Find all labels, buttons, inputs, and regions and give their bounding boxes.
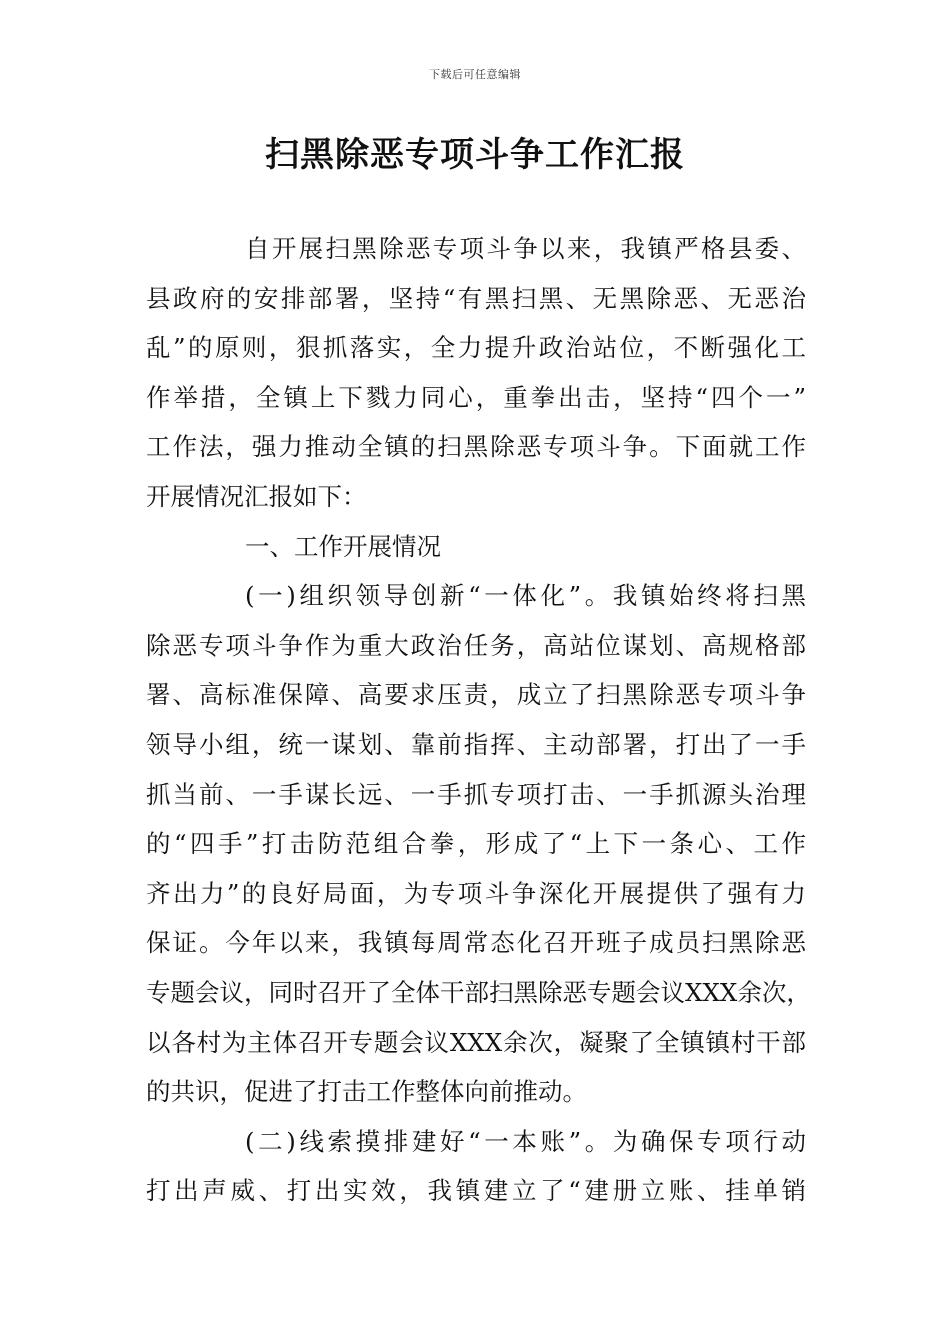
- text-line: 专题会议，同时召开了全体干部扫黑除恶专题会议XXX余次，: [146, 977, 811, 1007]
- text-line: 工作法，强力推动全镇的扫黑除恶专项斗争。下面就工作: [146, 432, 806, 462]
- text-line: 县政府的安排部署，坚持“有黑扫黑、无黑除恶、无恶治: [146, 283, 806, 313]
- text-line: (二)线索摸排建好“一本账”。为确保专项行动: [245, 1126, 806, 1156]
- text-line: 作举措，全镇上下戮力同心，重拳出击，坚持“四个一”: [146, 382, 806, 412]
- text-line: 抓当前、一手谋长远、一手抓专项打击、一手抓源头治理: [146, 779, 806, 809]
- text-line: 的“四手”打击防范组合拳，形成了“上下一条心、工作: [146, 829, 806, 859]
- document-body: [146, 224, 811, 1216]
- text-line: 自开展扫黑除恶专项斗争以来，我镇严格县委、: [245, 234, 806, 263]
- text-line: 署、高标准保障、高要求压责，成立了扫黑除恶专项斗争: [146, 680, 806, 710]
- header-note: 下载后可任意编辑: [429, 68, 521, 81]
- text-line: 以各村为主体召开专题会议XXX余次，凝聚了全镇镇村干部: [146, 1027, 806, 1057]
- text-line: 乱”的原则，狠抓落实，全力提升政治站位，不断强化工: [146, 333, 806, 363]
- text-line: 打出声威、打出实效，我镇建立了“建册立账、挂单销: [146, 1176, 806, 1206]
- text-line: 开展情况汇报如下：: [146, 481, 367, 511]
- text-line: 齐出力”的良好局面，为专项斗争深化开展提供了强有力: [146, 878, 806, 908]
- section-heading: 一、工作开展情况: [245, 531, 441, 561]
- text-line: 除恶专项斗争作为重大政治任务，高站位谋划、高规格部: [146, 630, 806, 660]
- text-line: (一)组织领导创新“一体化”。我镇始终将扫黑: [245, 581, 806, 611]
- text-line: 的共识，促进了打击工作整体向前推动。: [146, 1077, 587, 1107]
- text-line: 领导小组，统一谋划、靠前指挥、主动部署，打出了一手: [146, 729, 806, 759]
- text-line: 保证。今年以来，我镇每周常态化召开班子成员扫黑除恶: [146, 928, 806, 958]
- document-title: 扫黑除恶专项斗争工作汇报: [265, 135, 685, 175]
